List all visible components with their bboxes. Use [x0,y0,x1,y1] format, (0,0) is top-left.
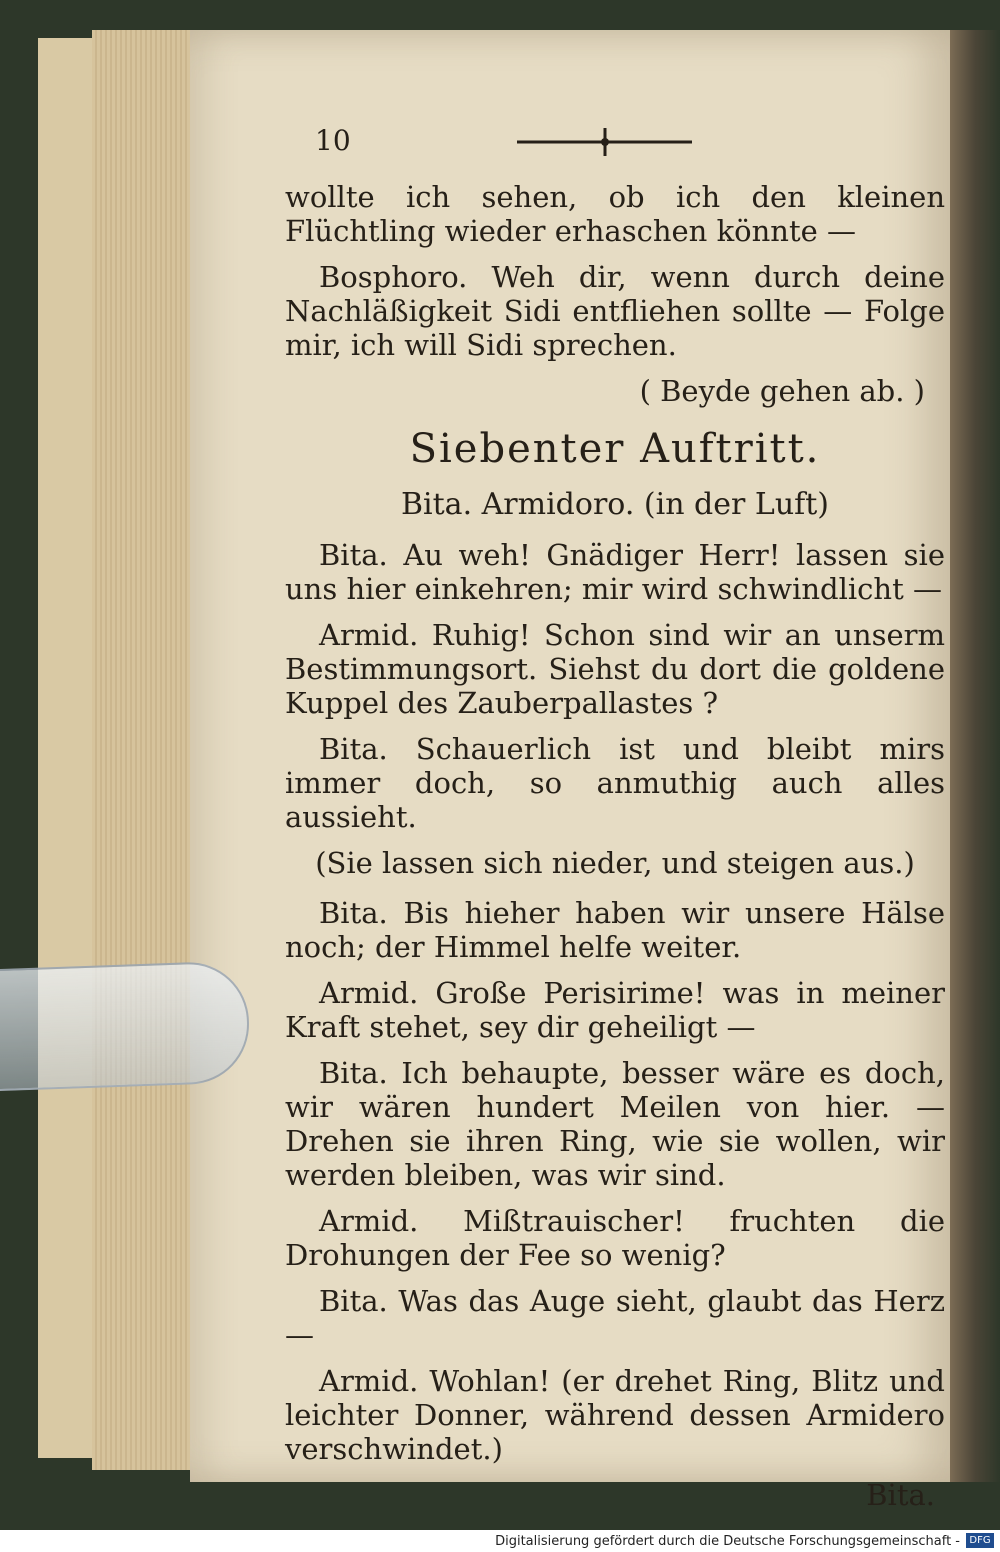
footer-credit: Digitalisierung gefördert durch die Deutsche Forschungsgemeinschaft - [495,1534,960,1549]
catchword: Bita. [866,1478,935,1512]
paragraph: Bita. Schauerlich ist und bleibt mirs immer doch, so anmuthig auch alles aussieht. [285,732,945,834]
stage-direction: ( Beyde gehen ab. ) [639,374,925,408]
paragraph: Armid. Große Perisirime! was in meiner Kraft stehet, sey dir geheiligt — [285,976,945,1044]
stage-direction: (Sie lassen sich nieder, und steigen aus.) [315,846,915,880]
paragraph: Bita. Bis hieher haben wir unsere Hälse noch; der Himmel helfe weiter. [285,896,945,964]
paragraph: Bosphoro. Weh dir, wenn durch deine Nachläßigkeit Sidi entfliehen sollte — Folge mir, ich will Sidi sprechen. [285,260,945,362]
footer-bar [0,1530,1000,1552]
page-text-block [285,120,945,1512]
page-header [285,120,945,180]
paragraph: Armid. Wohlan! (er drehet Ring, Blitz und leichter Donner, während dessen Armidero verschwindet.) [285,1364,945,1466]
book-gutter [950,30,1000,1482]
glass-page-weight [0,960,251,1091]
book-cover-edge [38,38,96,1458]
paragraph: Armid. Ruhig! Schon sind wir an unserm Bestimmungsort. Siehst du dort die goldene Kuppel des Zauberpallastes ? [285,618,945,720]
ornamental-rule-icon [517,120,692,160]
paragraph: wollte ich sehen, ob ich den kleinen Flüchtling wieder erhaschen könnte — [285,180,945,248]
scene-title: Siebenter Auftritt. [409,426,821,472]
page-stack-edges [92,30,202,1470]
page-number: 10 [315,124,351,157]
scene-cast: Bita. Armidoro. (in der Luft) [400,487,829,522]
dfg-logo-icon: DFG [966,1533,994,1548]
paragraph: Armid. Mißtrauischer! fruchten die Drohungen der Fee so wenig? [285,1204,945,1272]
paragraph: Bita. Was das Auge sieht, glaubt das Herz — [285,1284,945,1352]
paragraph: Bita. Au weh! Gnädiger Herr! lassen sie uns hier einkehren; mir wird schwindlicht — [285,538,945,606]
paragraph: Bita. Ich behaupte, besser wäre es doch, wir wären hundert Meilen von hier. — Drehen sie ihren Ring, wie sie wollen, wir werden bleiben, was wir sind. [285,1056,945,1192]
